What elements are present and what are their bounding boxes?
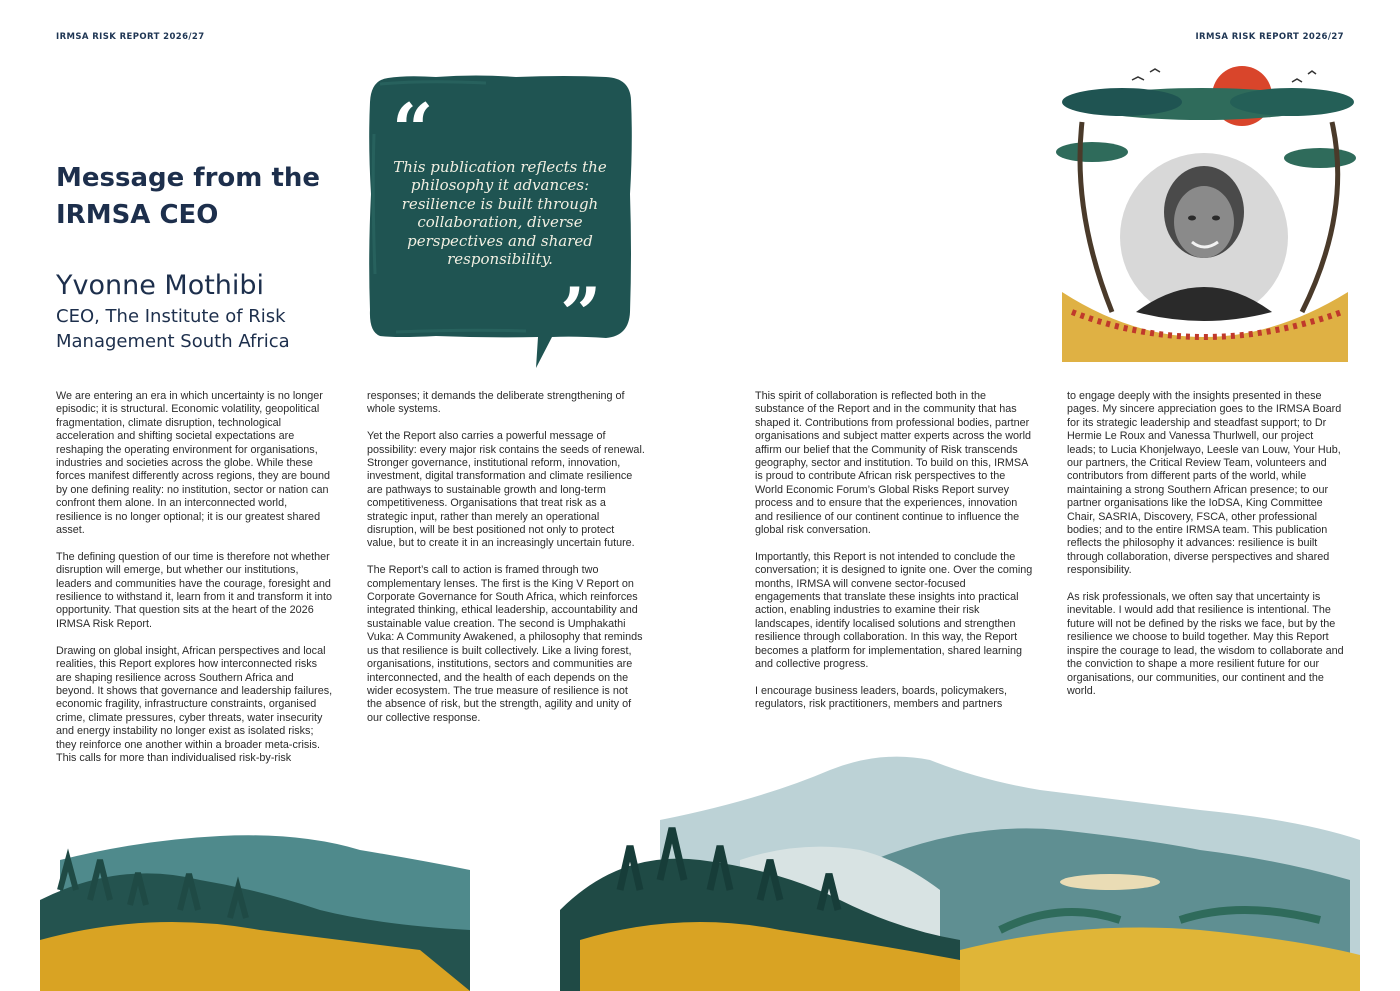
- body-column-2: [367, 390, 645, 739]
- close-quote-icon: ”: [560, 271, 602, 356]
- body-column-3: [755, 390, 1033, 725]
- paragraph: to engage deeply with the insights presented in these pages. My sincere appreciation goes to the IRMSA Board for its strategic leadership and steadfast support; to Dr Hermie Le Roux and Vanessa Thurlwell, our project leads; to Lucia Khonjelwayo, Leesle van Louw, Your Hub, our partners, the Critical Review Team, volunteers and contributors from different parts of the world, while maintaining a strong Southern African presence; to our partner organisations like the IoDSA, King Committee Chair, SASRIA, Discovery, FSCA, other professional bodies; and to the entire IRMSA team. This publication reflects the philosophy it advances: resilience is built through collaboration, diverse perspectives and shared responsibility.: [1067, 390, 1342, 577]
- author-role-line1: CEO, The Institute of Risk: [56, 306, 286, 327]
- portrait-illustration: [1052, 62, 1358, 362]
- pull-quote-text: This publication reflects the philosophy it advances: resilience is built through collaboration, diverse perspectives and shared responsibility.: [393, 158, 607, 269]
- landscape-illustration: [0, 740, 1400, 991]
- body-column-1: [56, 390, 334, 779]
- pull-quote: [366, 74, 634, 370]
- page-title-line2: IRMSA CEO: [56, 200, 219, 230]
- running-head-right: IRMSA RISK REPORT 2026/27: [1195, 32, 1344, 42]
- author-role: [56, 304, 356, 354]
- author-name: Yvonne Mothibi: [56, 270, 265, 301]
- page-title-line1: Message from the: [56, 163, 321, 193]
- paragraph: We are entering an era in which uncertainty is no longer episodic; it is structural. Economic volatility, geopolitical fragmentation, climate disruption, technological acceleration and shifting societal expectations are reshaping the operating environment for organisations, industries and societies across the globe. While these forces manifest differently across regions, they are bound by one defining reality: no institution, sector or nation can confront them alone. In an interconnected world, resilience is no longer optional; it is our greatest shared asset.: [56, 390, 331, 537]
- running-head-left: IRMSA RISK REPORT 2026/27: [56, 32, 205, 42]
- author-role-line2: Management South Africa: [56, 331, 290, 352]
- paragraph: The Report’s call to action is framed through two complementary lenses. The first is the King V Report on Corporate Governance for South Africa, which reinforces integrated thinking, ethical leadership, accountability and sustainable value creation. The second is Umphakathi Vuka: A Community Awakened, a philosophy that reminds us that resilience is built collectively. Like a living forest, organisations, institutions, sectors and communities are interconnected, and the health of each depends on the wider ecosystem. The true measure of resilience is not the absence of risk, but the strength, agility and unity of our collective response.: [367, 564, 643, 724]
- body-column-4: [1067, 390, 1345, 712]
- paragraph: responses; it demands the deliberate strengthening of whole systems.: [367, 390, 625, 416]
- paragraph: Drawing on global insight, African perspectives and local realities, this Report explores how interconnected risks are shaping resilience across Southern Africa and beyond. It shows that governance and leadership failures, economic fragility, infrastructure constraints, organised crime, climate pressures, cyber threats, water insecurity and energy instability no longer exist as isolated risks; they reinforce one another within a broader meta-crisis. This calls for more than individualised risk-by-risk: [56, 644, 333, 764]
- paragraph: Yet the Report also carries a powerful message of possibility: every major risk contains the seeds of renewal. Stronger governance, institutional reform, innovation, investment, digital transformation and climate resilience are pathways to sustainable growth and long-term competitiveness. Organisations that treat risk as a strategic input, rather than merely an operational disruption, will be best positioned not only to protect value, but to create it in an increasingly uncertain future.: [367, 430, 645, 550]
- paragraph: This spirit of collaboration is reflected both in the substance of the Report and in the community that has shaped it. Contributions from professional bodies, partner organisations and subject matter experts across the world affirm our belief that the Community of Risk transcends geography, sector and institution. To build on this, IRMSA is proud to contribute African risk perspectives to the World Economic Forum’s Global Risks Report survey process and to ensure that the experiences, innovation and resilience of our continent continue to influence the global risk conversation.: [755, 390, 1032, 537]
- page-title: [56, 160, 320, 234]
- paragraph: I encourage business leaders, boards, policymakers, regulators, risk practitioners, members and partners: [755, 684, 1008, 711]
- paragraph: Importantly, this Report is not intended to conclude the conversation; it is designed to ignite one. Over the coming months, IRMSA will convene sector-focused engagements that translate these insights into practical action, enabling industries to examine their risk landscapes, identify localised solutions and strengthen resilience through collaboration. In this way, the Report becomes a platform for implementation, shared learning and collective progress.: [755, 550, 1033, 671]
- paragraph: As risk professionals, we often say that uncertainty is inevitable. I would add that resilience is intentional. The future will not be defined by the risks we face, but by the resilience we choose to build together. May this Report inspire the courage to lead, the wisdom to collaborate and the conviction to shape a more resilient future for our organisations, our communities, our continent and the world.: [1067, 591, 1344, 697]
- open-quote-icon: “: [392, 87, 434, 172]
- paragraph: The defining question of our time is therefore not whether disruption will emerge, but whether our institutions, leaders and communities have the courage, foresight and resilience to withstand it, learn from it and transform it into opportunity. That question sits at the heart of the 2026 IRMSA Risk Report.: [56, 550, 333, 630]
